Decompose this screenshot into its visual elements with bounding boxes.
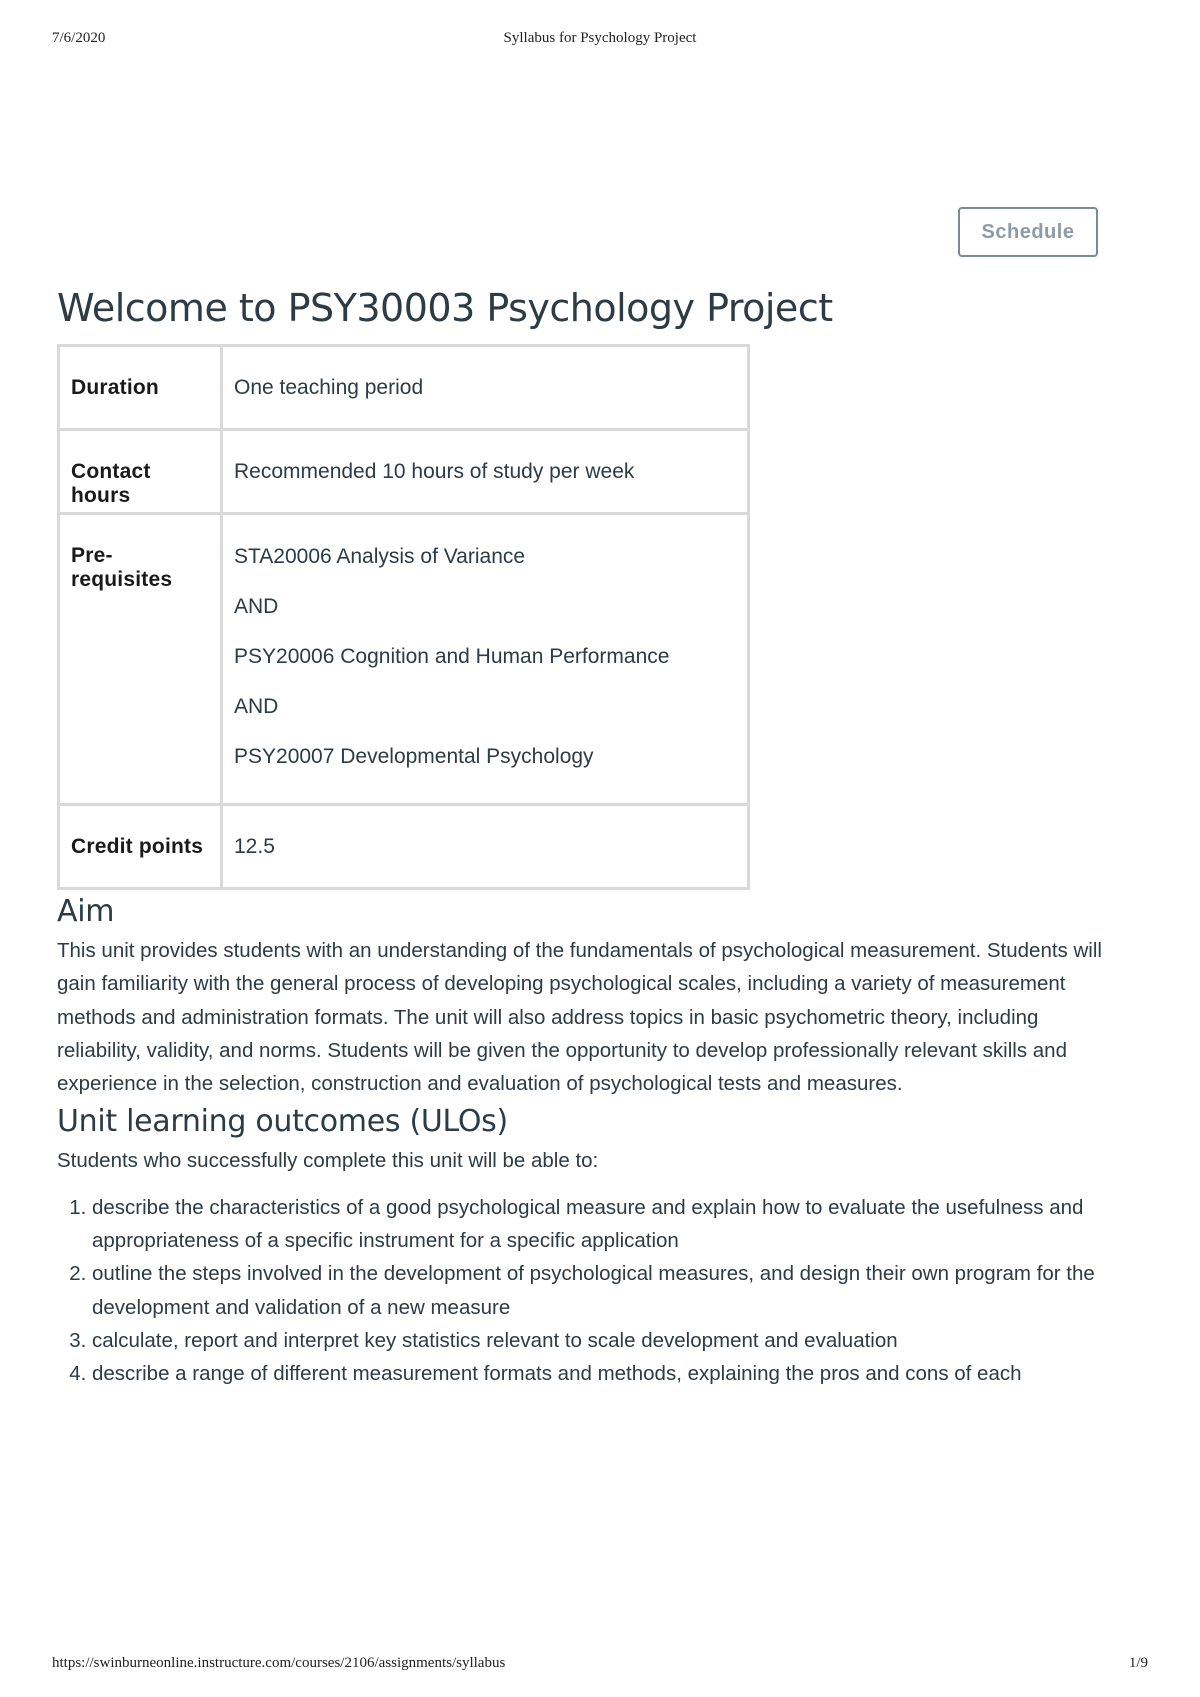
contact-hours-value: Recommended 10 hours of study per week xyxy=(222,430,749,514)
table-row-credit-points xyxy=(59,805,749,889)
ulo-item: 3. calculate, report and interpret key statistics relevant to scale development and evaluation xyxy=(92,1324,1102,1357)
prerequisite-item: STA20006 Analysis of Variance xyxy=(234,545,526,568)
syllabus-content xyxy=(57,280,1102,1391)
ulo-item: 4. describe a range of different measurement formats and methods, explaining the pros and cons of each xyxy=(92,1357,1102,1390)
prerequisite-item: PSY20007 Developmental Psychology xyxy=(234,745,594,768)
ulo-list xyxy=(57,1191,1102,1391)
prerequisite-item: PSY20006 Cognition and Human Performance xyxy=(234,645,670,668)
print-header xyxy=(52,30,1148,50)
prerequisite-connector: AND xyxy=(234,595,279,618)
print-footer xyxy=(52,1655,1148,1675)
unit-info-table xyxy=(57,344,750,890)
ulo-intro: Students who successfully complete this unit will be able to: xyxy=(57,1149,599,1173)
credit-points-value: 12.5 xyxy=(222,805,749,889)
print-date: 7/6/2020 xyxy=(52,30,106,46)
ulo-heading: Unit learning outcomes (ULOs) xyxy=(57,1104,508,1140)
table-row-prerequisites xyxy=(59,514,749,805)
ulo-item: 1. describe the characteristics of a good psychological measure and explain how to evaluate the usefulness and appropriateness of a specific instrument for a specific application xyxy=(92,1191,1102,1258)
aim-heading: Aim xyxy=(57,894,115,929)
ulo-item: 2. outline the steps involved in the development of psychological measures, and design their own program for the development and validation of a new measure xyxy=(92,1257,1102,1324)
aim-paragraph: This unit provides students with an understanding of the fundamentals of psychological measurement. Students will gain familiarity with the general process of developing psychological scales, including a variety of measurement methods and administration formats. The unit will also address topics in basic psychometric theory, including reliability, validity, and norms. Students will be given the opportunity to develop professionally relevant skills and experience in the selection, construction and evaluation of psychological tests and measures. xyxy=(57,939,1102,1096)
print-page-number: 1/9 xyxy=(1128,1655,1148,1671)
duration-value: One teaching period xyxy=(222,346,749,430)
table-row-duration xyxy=(59,346,749,430)
prerequisite-connector: AND xyxy=(234,695,279,718)
print-document-title: Syllabus for Psychology Project xyxy=(503,30,697,46)
schedule-button[interactable]: Schedule xyxy=(958,207,1098,257)
credit-points-label: Credit points xyxy=(59,805,222,889)
print-url: https://swinburneonline.instructure.com/courses/2106/assignments/syllabus xyxy=(52,1655,506,1671)
contact-hours-label: Contact hours xyxy=(59,430,222,514)
duration-label: Duration xyxy=(59,346,222,430)
page-title: Welcome to PSY30003 Psychology Project xyxy=(57,286,833,330)
prerequisites-label: Pre-requisites xyxy=(59,514,222,805)
prerequisites-value xyxy=(222,514,749,805)
table-row-contact-hours xyxy=(59,430,749,514)
